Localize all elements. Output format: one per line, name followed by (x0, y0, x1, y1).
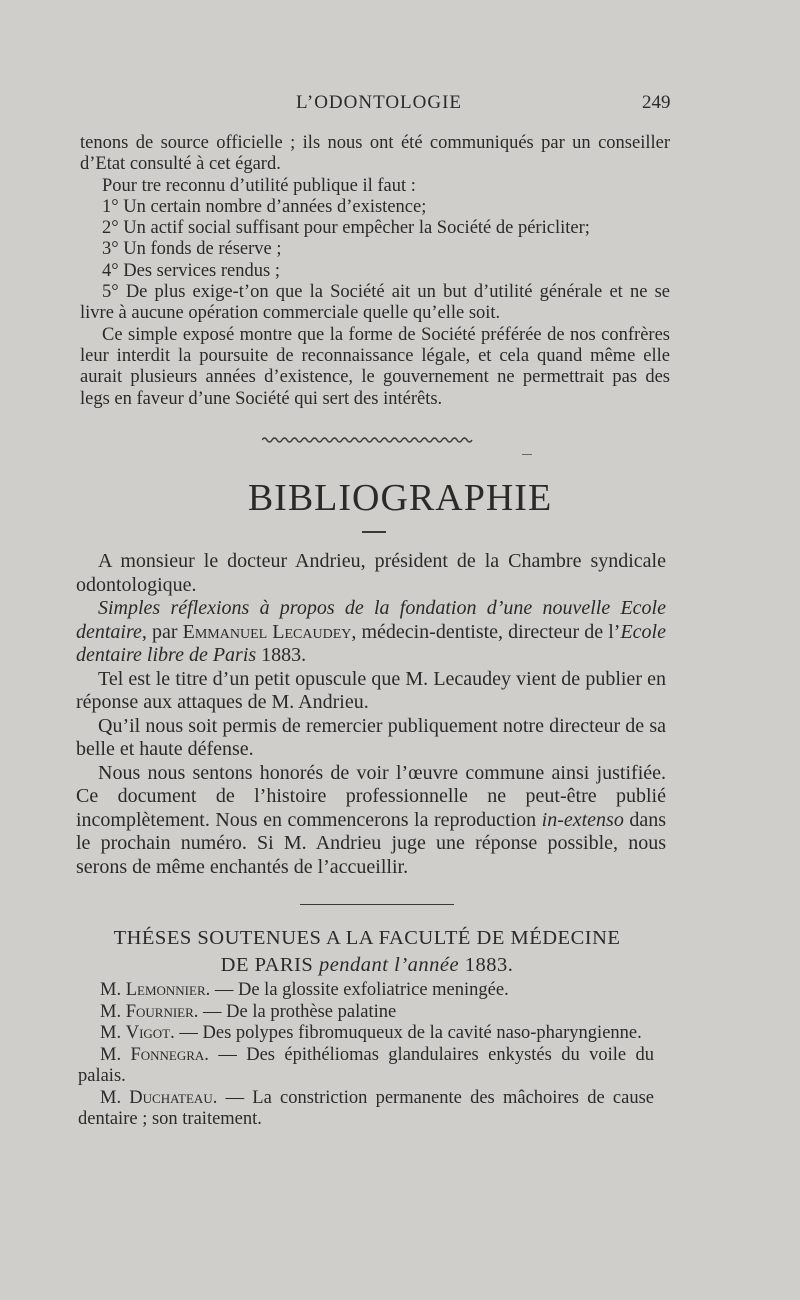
list-item: 1° Un certain nombre d’années d’existence; (102, 196, 427, 217)
theses-heading-line1: THÉSES SOUTENUES A LA FACULTÉ DE MÉDECINE (113, 927, 621, 949)
thesis-author: Duchateau. (129, 1087, 218, 1108)
list-item: 4° Des services rendus ; (102, 260, 280, 281)
paragraph: Qu’il nous soit permis de remercier publiquement notre directeur de sa belle et haute défense. (76, 714, 666, 760)
thesis-title: — De la prothèse palatine (198, 1001, 397, 1022)
thesis-item (78, 1002, 654, 1024)
citation-by: , par (141, 620, 183, 643)
heading-italic: pendant l’année (318, 954, 460, 976)
theses-heading-line2 (64, 952, 670, 979)
section-rule (300, 904, 454, 905)
thesis-item (78, 1023, 654, 1045)
citation-year: 1883. (256, 644, 307, 666)
thesis-prefix: M. (100, 1044, 131, 1065)
list-item: 2° Un actif social suffisant pour empêcher la Société de péricliter; (102, 218, 590, 239)
thesis-title: — La constriction permanente des mâchoires de cause dentaire ; son traitement. (78, 1087, 654, 1129)
thesis-title: — Des épithéliomas glandulaires enkystés du voile du palais. (78, 1044, 654, 1086)
heading-year: 1883. (459, 954, 514, 976)
thesis-title: — Des polypes fibromuqueux de la cavité naso-pharyngienne. (174, 1023, 642, 1043)
page-header (0, 92, 800, 116)
thesis-item (78, 1088, 654, 1131)
thesis-prefix: M. (100, 1001, 126, 1022)
list-item: 5° De plus exige-t’on que la Société ait un but d’utilité générale et ne se livre à aucune opération commerciale quelle qu’elle soit. (80, 282, 670, 324)
thesis-item (78, 1045, 654, 1088)
theses-list (78, 980, 654, 1131)
author-name: Emmanuel Lecaudey (182, 620, 352, 643)
paragraph: Tel est le titre d’un petit opuscule que M. Lecaudey vient de publier en réponse aux attaques de M. Andrieu. (76, 667, 666, 713)
heading-plain: DE PARIS (220, 954, 319, 976)
paragraph: Ce simple exposé montre que la forme de Société préférée de nos confrères leur interdit la poursuite de reconnaissance légale, et cela quand même elle aurait plusieurs années d’existence, le gouvernement ne permettrait pas des legs en faveur d’une Société qui sert des intérêts. (80, 324, 670, 409)
author-role: , médecin-dentiste, directeur de l’ (351, 620, 621, 643)
citation (76, 597, 666, 668)
paragraph: Pour tre reconnu d’utilité publique il faut : (102, 175, 416, 196)
wavy-divider (262, 436, 474, 444)
intro-text (80, 133, 670, 410)
small-dash (522, 454, 532, 455)
section-title: BIBLIOGRAPHIE (247, 477, 553, 519)
thesis-prefix: M. (100, 980, 126, 1000)
title-rule (362, 531, 386, 533)
thesis-prefix: M. (100, 1087, 130, 1108)
paragraph: tenons de source officielle ; ils nous ont été communiqués par un conseiller d’Etat consulté à cet égard. (80, 133, 670, 175)
running-title: L’ODONTOLOGIE (296, 92, 463, 113)
book-title: Simples réflexions à propos de la fondation d’une nouvelle Ecole dentaire (76, 597, 666, 643)
paragraph (76, 762, 666, 880)
thesis-author: Fournier. (125, 1001, 199, 1022)
thesis-author: Vigot. (125, 1023, 175, 1043)
paragraph-text: dans le prochain numéro. Si M. Andrieu juge une réponse possible, nous serons de même enchantés de l’accueillir. (76, 808, 666, 878)
page-number: 249 (642, 92, 671, 113)
dedication: A monsieur le docteur Andrieu, président de la Chambre syndicale odontologique. (76, 550, 666, 596)
theses-heading (64, 925, 670, 979)
paragraph-text: Nous nous sentons honorés de voir l’œuvre commune ainsi justifiée. Ce document de l’histoire professionnelle ne peut-être publié incomplètement. Nous en commencerons la reproduction (76, 761, 666, 831)
thesis-prefix: M. (100, 1023, 126, 1043)
thesis-item (78, 980, 654, 1002)
italic-term: in-extenso (541, 808, 624, 831)
school-name: Ecole dentaire libre de Paris (76, 620, 666, 666)
bibliographie-text (76, 550, 666, 879)
thesis-author: Lemonnier. (125, 980, 211, 1000)
list-item: 3° Un fonds de réserve ; (102, 239, 282, 260)
thesis-title: — De la glossite exfoliatrice meningée. (210, 980, 509, 1000)
thesis-author: Fonnegra. (130, 1044, 209, 1065)
